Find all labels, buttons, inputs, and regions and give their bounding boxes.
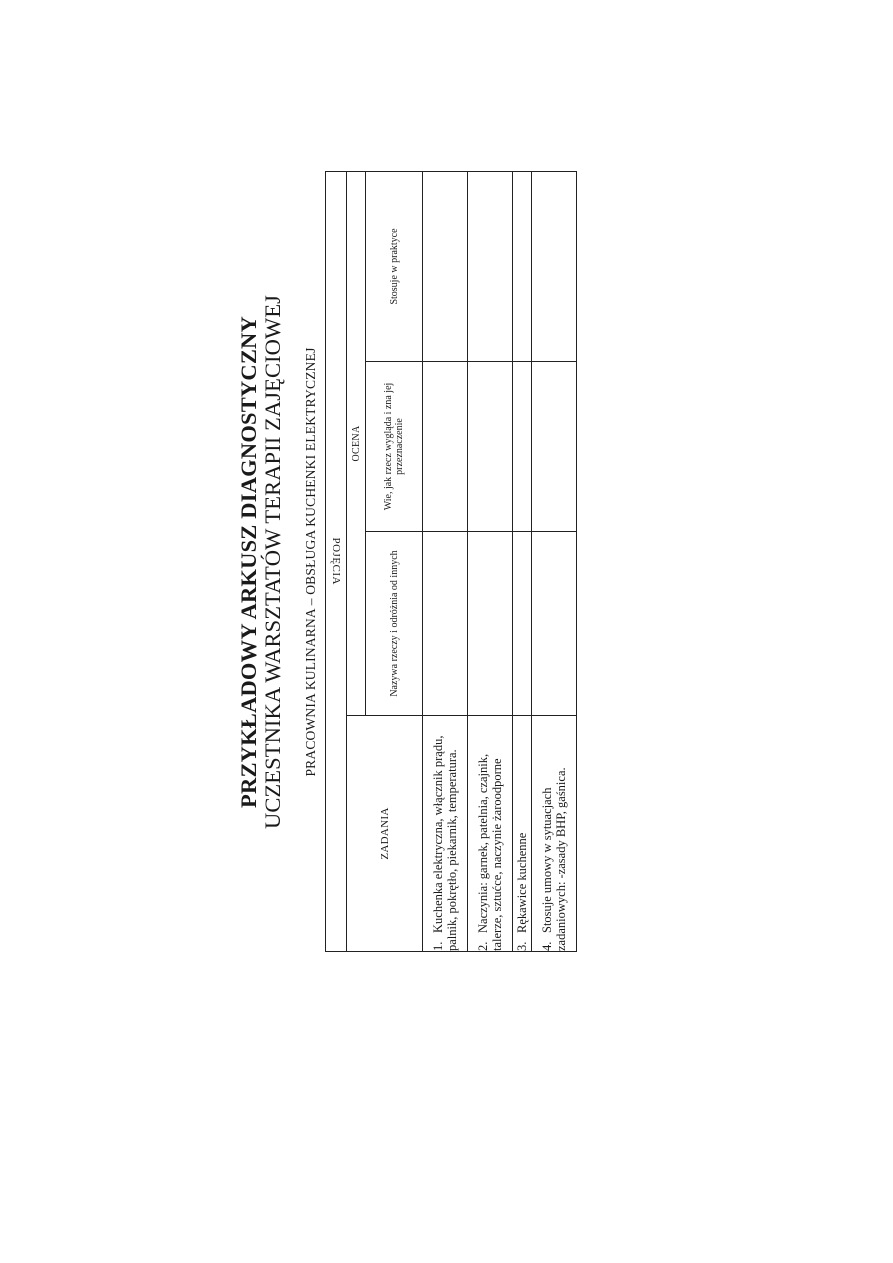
rating-cell[interactable]: [532, 171, 577, 361]
rating-cell[interactable]: [532, 362, 577, 532]
rating-cell[interactable]: [423, 532, 468, 716]
task-number: 4.: [540, 941, 554, 951]
task-cell: [513, 716, 532, 952]
rating-cell[interactable]: [468, 362, 513, 532]
table-row: [423, 171, 468, 951]
rating-cell[interactable]: [532, 532, 577, 716]
rating-cell[interactable]: [423, 362, 468, 532]
column-header-stosuje: Stosuje w praktyce: [366, 171, 423, 361]
task-text: Rękawice kuchenne: [515, 832, 529, 933]
table-row: [513, 171, 532, 951]
rating-cell[interactable]: [423, 171, 468, 361]
task-number: 3.: [515, 941, 529, 951]
task-cell: [532, 716, 577, 952]
pojecia-header: POJĘCIA: [326, 171, 347, 951]
document-title-line2: UCZESTNIKA WARSZTATÓW TERAPII ZAJĘCIOWEJ: [260, 294, 285, 830]
task-number: 1.: [431, 941, 445, 951]
rotated-document: [200, 172, 568, 952]
task-text: Kuchenka elektryczna, włącznik prądu, palnik, pokrętło, piekarnik, temperatura.: [431, 735, 459, 951]
table-row: [468, 171, 513, 951]
table-row: [532, 171, 577, 951]
task-cell: [423, 716, 468, 952]
task-number: 2.: [476, 941, 490, 951]
rating-cell[interactable]: [513, 532, 532, 716]
task-text: Naczynia: garnek, patelnia, czajnik, talerze, sztućce, naczynie żaroodporne: [476, 753, 504, 951]
column-header-wie: Wie, jak rzecz wygląda i zna jej przeznaczenie: [366, 362, 423, 532]
rating-cell[interactable]: [513, 362, 532, 532]
task-cell: [468, 716, 513, 952]
rating-cell[interactable]: [468, 171, 513, 361]
document-subtitle: PRACOWNIA KULINARNA – OBSŁUGA KUCHENKI ELEKTRYCZNEJ: [303, 347, 318, 777]
zadania-header: ZADANIA: [347, 716, 423, 952]
rating-cell[interactable]: [513, 171, 532, 361]
diagnostic-table: [325, 171, 577, 952]
column-header-nazywa: Nazywa rzeczy i odróżnia od innych: [366, 532, 423, 716]
task-text: Stosuje umowy w sytuacjach zadaniowych: -zasady BHP, gaśnica.: [540, 767, 568, 951]
ocena-header: OCENA: [347, 171, 366, 715]
document-title: PRZYKŁADOWY ARKUSZ DIAGNOSTYCZNY: [236, 316, 261, 808]
rating-cell[interactable]: [468, 532, 513, 716]
